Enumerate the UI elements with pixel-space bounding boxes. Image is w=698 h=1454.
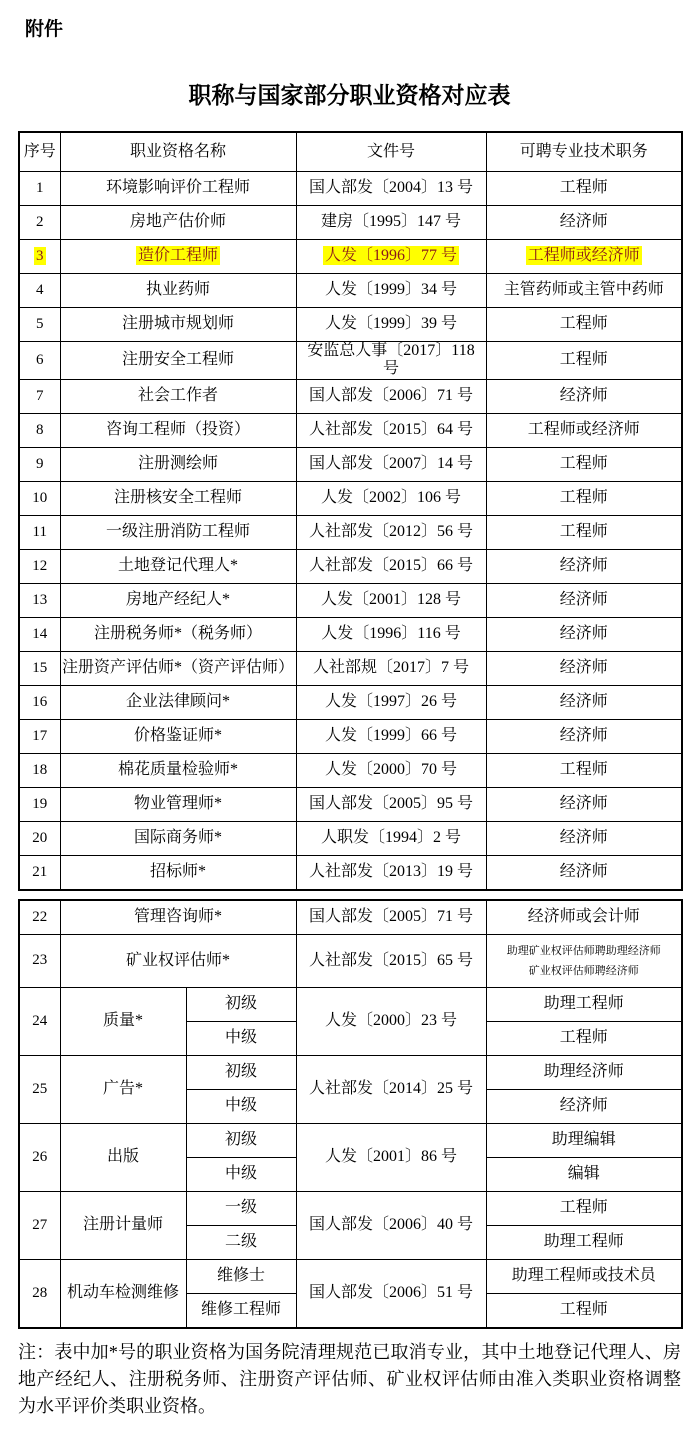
position-cell: 工程师 [486, 447, 682, 481]
document-number-cell: 人社部发〔2014〕25 号 [296, 1055, 486, 1123]
table-row [19, 1259, 682, 1293]
qualification-name-cell: 注册资产评估师*（资产评估师） [60, 651, 296, 685]
table-row [19, 342, 682, 380]
level-cell: 一级 [186, 1191, 296, 1225]
row-number-cell: 20 [19, 821, 60, 855]
page-title: 职称与国家部分职业资格对应表 [188, 83, 511, 108]
qualification-name-cell: 广告* [60, 1055, 186, 1123]
qualification-table-part1 [18, 131, 683, 891]
level-cell: 中级 [186, 1021, 296, 1055]
table-row [19, 987, 682, 1021]
qualification-name-cell: 招标师* [60, 855, 296, 890]
qualification-name-cell: 环境影响评价工程师 [60, 172, 296, 206]
table-row [19, 583, 682, 617]
document-number-cell: 国人部发〔2006〕71 号 [296, 379, 486, 413]
row-number-cell: 11 [19, 515, 60, 549]
row-number-cell: 21 [19, 855, 60, 890]
row-number-cell: 2 [19, 206, 60, 240]
level-cell: 维修士 [186, 1259, 296, 1293]
footnote: 注：表中加*号的职业资格为国务院清理规范已取消专业，其中土地登记代理人、房地产经纪人、注册税务师、注册资产评估师、矿业权评估师由准入类职业资格调整为水平评价类职业资格。 [18, 1341, 681, 1416]
qualification-name-cell: 国际商务师* [60, 821, 296, 855]
col-header-position: 可聘专业技术职务 [486, 132, 682, 172]
level-cell: 中级 [186, 1157, 296, 1191]
table-row [19, 821, 682, 855]
level-cell: 初级 [186, 987, 296, 1021]
position-cell: 经济师 [486, 787, 682, 821]
document-number-cell: 人发〔1996〕116 号 [296, 617, 486, 651]
document-number-cell: 国人部发〔2006〕51 号 [296, 1259, 486, 1328]
position-cell: 工程师或经济师 [486, 413, 682, 447]
row-number-cell: 24 [19, 987, 60, 1055]
qualification-name-cell: 咨询工程师（投资） [60, 413, 296, 447]
attachment-label: 附件 [25, 19, 64, 40]
highlighted-text: 3 [36, 247, 44, 264]
level-cell: 中级 [186, 1089, 296, 1123]
table-row [19, 172, 682, 206]
position-cell: 助理编辑 [486, 1123, 682, 1157]
header-row [19, 132, 682, 172]
row-number-cell: 7 [19, 379, 60, 413]
table-row [19, 447, 682, 481]
document-number-cell: 国人部发〔2006〕40 号 [296, 1191, 486, 1259]
row-number-cell: 27 [19, 1191, 60, 1259]
qualification-name-cell: 物业管理师* [60, 787, 296, 821]
qualification-name-cell: 注册城市规划师 [60, 308, 296, 342]
qualification-name-cell: 房地产经纪人* [60, 583, 296, 617]
position-cell: 编辑 [486, 1157, 682, 1191]
position-cell [486, 240, 682, 274]
highlighted-text: 工程师或经济师 [527, 247, 640, 265]
table-row [19, 685, 682, 719]
level-cell: 初级 [186, 1055, 296, 1089]
position-cell: 经济师 [486, 379, 682, 413]
qualification-name-cell: 质量* [60, 987, 186, 1055]
qualification-name-cell: 一级注册消防工程师 [60, 515, 296, 549]
qualification-table-part2 [18, 899, 683, 1329]
document-number-cell: 国人部发〔2004〕13 号 [296, 172, 486, 206]
document-number-cell: 人社部发〔2015〕65 号 [296, 934, 486, 987]
row-number-cell: 4 [19, 274, 60, 308]
document-number-cell [296, 240, 486, 274]
position-cell [486, 934, 682, 987]
qualification-name-cell: 土地登记代理人* [60, 549, 296, 583]
position-cell: 工程师 [486, 753, 682, 787]
position-cell: 助理工程师 [486, 1225, 682, 1259]
row-number-cell: 26 [19, 1123, 60, 1191]
table-row [19, 308, 682, 342]
col-header-number: 序号 [19, 132, 60, 172]
position-cell: 经济师或会计师 [486, 900, 682, 935]
position-cell: 工程师 [486, 481, 682, 515]
table-row [19, 719, 682, 753]
document-number-cell: 人社部规〔2017〕7 号 [296, 651, 486, 685]
position-cell: 经济师 [486, 549, 682, 583]
table-row [19, 413, 682, 447]
table-row [19, 549, 682, 583]
qualification-name-cell: 执业药师 [60, 274, 296, 308]
table-row [19, 515, 682, 549]
document-number-cell: 安监总人事〔2017〕118 号 [296, 342, 486, 380]
table-body-part2 [19, 900, 682, 1328]
qualification-name-cell [60, 240, 296, 274]
row-number-cell: 19 [19, 787, 60, 821]
position-cell: 经济师 [486, 685, 682, 719]
qualification-name-cell: 机动车检测维修 [60, 1259, 186, 1328]
position-cell: 经济师 [486, 821, 682, 855]
document-number-cell: 人社部发〔2015〕64 号 [296, 413, 486, 447]
position-cell: 经济师 [486, 206, 682, 240]
document-number-cell: 人发〔1999〕39 号 [296, 308, 486, 342]
row-number-cell: 16 [19, 685, 60, 719]
row-number-cell: 12 [19, 549, 60, 583]
table-row [19, 1123, 682, 1157]
position-cell: 经济师 [486, 1089, 682, 1123]
table-row [19, 274, 682, 308]
row-number-cell: 6 [19, 342, 60, 380]
position-cell: 助理经济师 [486, 1055, 682, 1089]
document-number-cell: 国人部发〔2005〕71 号 [296, 900, 486, 935]
position-cell: 助理工程师 [486, 987, 682, 1021]
document-number-cell: 人职发〔1994〕2 号 [296, 821, 486, 855]
highlighted-text: 人发〔1996〕77 号 [324, 247, 457, 265]
position-line: 矿业权评估师聘经济师 [528, 964, 639, 977]
document-number-cell: 人社部发〔2013〕19 号 [296, 855, 486, 890]
document-number-cell: 人社部发〔2015〕66 号 [296, 549, 486, 583]
position-cell: 工程师 [486, 308, 682, 342]
table-row [19, 1055, 682, 1089]
row-number-cell: 25 [19, 1055, 60, 1123]
position-cell: 工程师 [486, 515, 682, 549]
table-row [19, 481, 682, 515]
position-cell: 工程师 [486, 1293, 682, 1328]
row-number-cell: 18 [19, 753, 60, 787]
table-row [19, 900, 682, 935]
row-number-cell: 14 [19, 617, 60, 651]
table-row [19, 934, 682, 987]
row-number-cell [19, 240, 60, 274]
table-row [19, 240, 682, 274]
qualification-name-cell: 注册核安全工程师 [60, 481, 296, 515]
table-row [19, 206, 682, 240]
level-cell: 维修工程师 [186, 1293, 296, 1328]
document-number-cell: 国人部发〔2005〕95 号 [296, 787, 486, 821]
document-number-cell: 人发〔2000〕23 号 [296, 987, 486, 1055]
row-number-cell: 13 [19, 583, 60, 617]
position-cell: 工程师 [486, 1191, 682, 1225]
position-cell: 工程师 [486, 342, 682, 380]
table-row [19, 855, 682, 890]
table-row [19, 753, 682, 787]
qualification-name-cell: 注册计量师 [60, 1191, 186, 1259]
qualification-name-cell: 注册测绘师 [60, 447, 296, 481]
position-cell: 经济师 [486, 719, 682, 753]
row-number-cell: 5 [19, 308, 60, 342]
table-row [19, 379, 682, 413]
qualification-name-cell: 房地产估价师 [60, 206, 296, 240]
position-cell: 经济师 [486, 583, 682, 617]
row-number-cell: 22 [19, 900, 60, 935]
table-row [19, 651, 682, 685]
qualification-name-cell: 棉花质量检验师* [60, 753, 296, 787]
document-number-cell: 人发〔1997〕26 号 [296, 685, 486, 719]
position-cell: 主管药师或主管中药师 [486, 274, 682, 308]
row-number-cell: 23 [19, 934, 60, 987]
level-cell: 二级 [186, 1225, 296, 1259]
document-number-cell: 人发〔2001〕86 号 [296, 1123, 486, 1191]
row-number-cell: 9 [19, 447, 60, 481]
position-cell: 经济师 [486, 855, 682, 890]
table-header [19, 132, 682, 172]
row-number-cell: 10 [19, 481, 60, 515]
table-row [19, 1191, 682, 1225]
col-header-document-number: 文件号 [296, 132, 486, 172]
highlighted-text: 造价工程师 [137, 247, 218, 265]
document-number-cell: 人发〔2000〕70 号 [296, 753, 486, 787]
document-number-cell: 人发〔2002〕106 号 [296, 481, 486, 515]
position-line: 助理矿业权评估师聘助理经济师 [506, 944, 661, 957]
qualification-name-cell: 注册安全工程师 [60, 342, 296, 380]
qualification-name-cell: 企业法律顾问* [60, 685, 296, 719]
row-number-cell: 17 [19, 719, 60, 753]
document-number-cell: 人社部发〔2012〕56 号 [296, 515, 486, 549]
table-row [19, 617, 682, 651]
level-cell: 初级 [186, 1123, 296, 1157]
document-number-cell: 人发〔2001〕128 号 [296, 583, 486, 617]
col-header-qualification-name: 职业资格名称 [60, 132, 296, 172]
document-number-cell: 国人部发〔2007〕14 号 [296, 447, 486, 481]
document-number-cell: 人发〔1999〕34 号 [296, 274, 486, 308]
qualification-name-cell: 矿业权评估师* [60, 934, 296, 987]
row-number-cell: 8 [19, 413, 60, 447]
qualification-name-cell: 注册税务师*（税务师） [60, 617, 296, 651]
qualification-name-cell: 社会工作者 [60, 379, 296, 413]
position-cell: 工程师 [486, 172, 682, 206]
qualification-name-cell: 管理咨询师* [60, 900, 296, 935]
document-number-cell: 建房〔1995〕147 号 [296, 206, 486, 240]
row-number-cell: 1 [19, 172, 60, 206]
row-number-cell: 28 [19, 1259, 60, 1328]
qualification-name-cell: 价格鉴证师* [60, 719, 296, 753]
position-cell: 助理工程师或技术员 [486, 1259, 682, 1293]
document-number-cell: 人发〔1999〕66 号 [296, 719, 486, 753]
position-cell: 工程师 [486, 1021, 682, 1055]
position-cell: 经济师 [486, 617, 682, 651]
table-body-part1 [19, 172, 682, 890]
position-cell: 经济师 [486, 651, 682, 685]
row-number-cell: 15 [19, 651, 60, 685]
table-row [19, 787, 682, 821]
qualification-name-cell: 出版 [60, 1123, 186, 1191]
